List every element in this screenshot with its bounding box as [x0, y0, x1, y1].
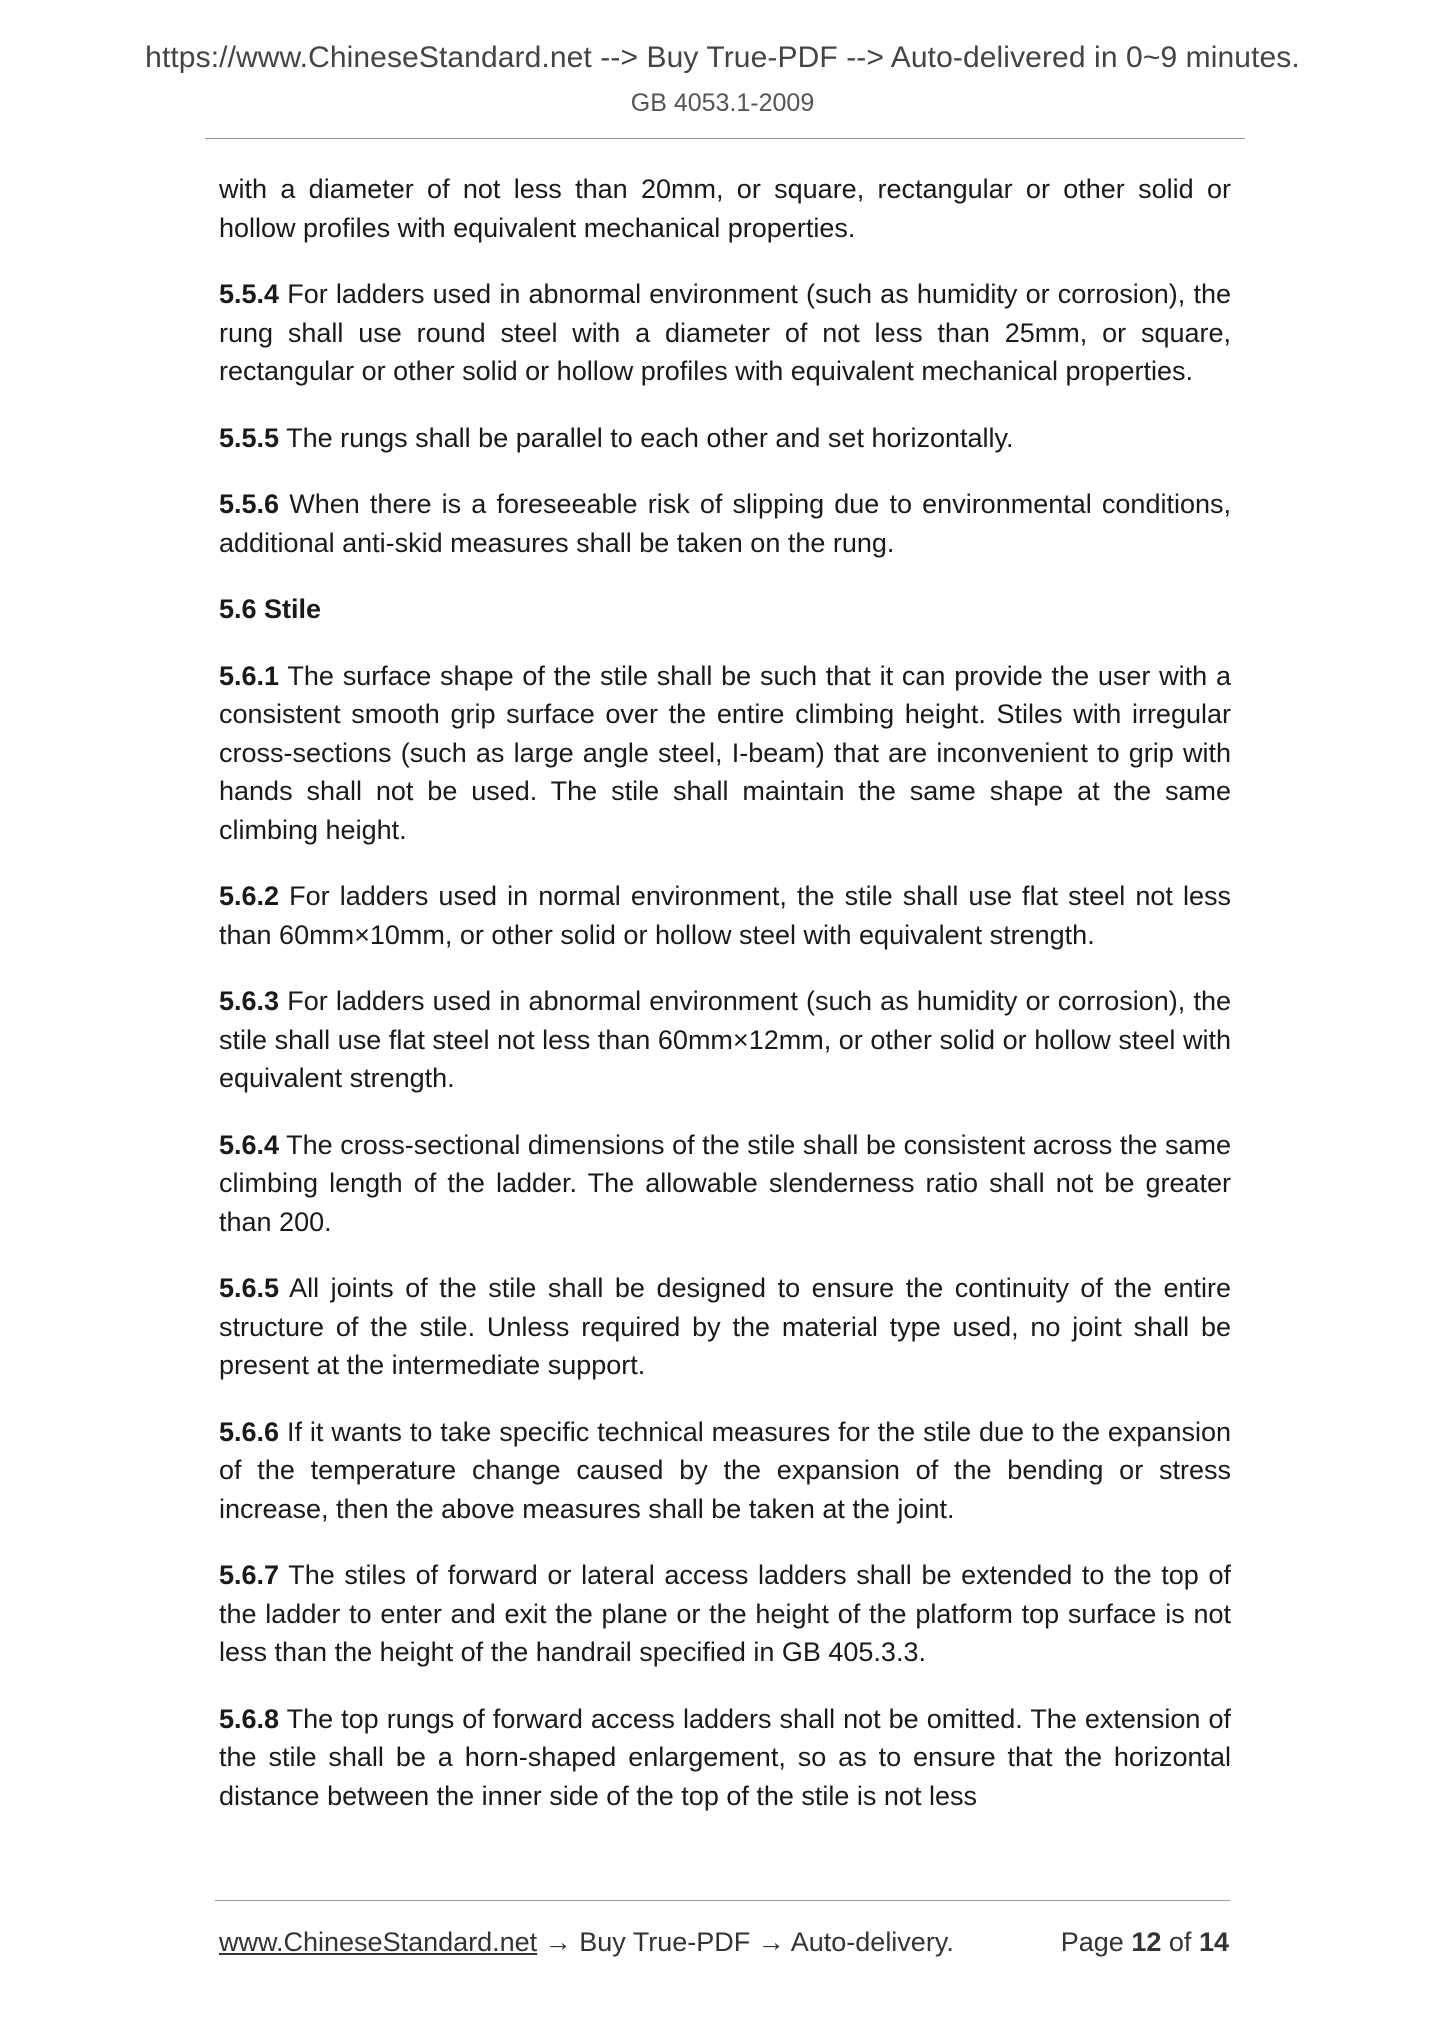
clause-number: 5.6.1: [219, 660, 280, 691]
header-url-text: https://www.ChineseStandard.net --> Buy True-PDF --> Auto-delivered in 0~9 minutes.: [145, 41, 1300, 74]
document-body: [219, 170, 1231, 1843]
clause-5-6-3: [219, 982, 1231, 1098]
clause-number: 5.6.7: [219, 1560, 280, 1590]
page-header: [0, 38, 1445, 120]
clause-5-6-2: [219, 877, 1231, 954]
clause-5-6-5: [219, 1269, 1231, 1385]
clause-text: All joints of the stile shall be designed to ensure the continuity of the entire structure of the stile. Unless required by the material type used, no joint shall be present at the intermediate support.: [219, 1273, 1232, 1380]
clause-5-5-6: [219, 485, 1231, 562]
clause-text: The rungs shall be parallel to each other and set horizontally.: [286, 422, 1014, 453]
clause-number: 5.5.5: [219, 422, 280, 453]
clause-text: For ladders used in abnormal environment (such as humidity or corrosion), the stile shall use flat steel not less than 60mm×12mm, or other solid or hollow steel with equivalent strength.: [219, 986, 1231, 1093]
footer-divider: [215, 1900, 1230, 1901]
current-page-number: 12: [1131, 1927, 1162, 1957]
clause-number: 5.5.4: [219, 279, 280, 309]
section-heading-5-6: 5.6 Stile: [219, 594, 322, 624]
clause-number: 5.6.4: [219, 1129, 280, 1160]
clause-5-5-5: [219, 419, 1231, 458]
clause-text: When there is a foreseeable risk of slipping due to environmental conditions, additional anti-skid measures shall be taken on the rung.: [219, 489, 1231, 558]
of-label: of: [1168, 1927, 1192, 1957]
clause-number: 5.6.6: [219, 1416, 280, 1447]
clause-5-6-6: [219, 1413, 1231, 1529]
clause-text: For ladders used in abnormal environment (such as humidity or corrosion), the rung shall use round steel with a diameter of not less than 25mm, or square, rectangular or other solid or hollow profiles with equivalent mechanical properties.: [219, 279, 1231, 386]
clause-number: 5.6.2: [219, 881, 280, 911]
clause-5-6-1: [219, 657, 1231, 850]
paragraph-text: with a diameter of not less than 20mm, or square, rectangular or other solid or hollow profiles with equivalent mechanical properties.: [219, 174, 1231, 243]
footer-promo-text: → Buy True-PDF → Auto-delivery.: [537, 1927, 954, 1957]
clause-number: 5.6.3: [219, 986, 280, 1016]
total-page-number: 14: [1198, 1927, 1229, 1957]
standard-code: GB 4053.1-2009: [630, 89, 815, 117]
clause-text: For ladders used in normal environment, the stile shall use flat steel not less than 60mm×10mm, or other solid or hollow steel with equivalent strength.: [219, 881, 1231, 950]
clause-number: 5.5.6: [219, 489, 280, 519]
clause-5-6-4: [219, 1126, 1231, 1242]
clause-text: The cross-sectional dimensions of the stile shall be consistent across the same climbing length of the ladder. The allowable slenderness ratio shall not be greater than 200.: [219, 1129, 1232, 1237]
page-label: Page: [1060, 1927, 1124, 1957]
page-indicator: [1061, 1922, 1229, 1962]
clause-5-6-7: [219, 1556, 1231, 1672]
footer-promo: [219, 1922, 954, 1962]
clause-text: The top rungs of forward access ladders shall not be omitted. The extension of the stile shall be a horn-shaped enlargement, so as to ensure that the horizontal distance between the inner side of the top of the stile is not less: [219, 1703, 1231, 1811]
clause-5-6-8: [219, 1700, 1231, 1816]
clause-text: If it wants to take specific technical measures for the stile due to the expansion of the temperature change caused by the expansion of the bending or stress increase, then the above measures shall be taken at the joint.: [219, 1416, 1231, 1524]
clause-number: 5.6.5: [219, 1273, 280, 1303]
clause-5-5-4: [219, 275, 1231, 391]
paragraph-continued: [219, 170, 1231, 247]
clause-text: The surface shape of the stile shall be such that it can provide the user with a consistent smooth grip surface over the entire climbing height. Stiles with irregular cross-sections (such as large angle steel, I-beam) that are inconvenient to grip with hands shall not be used. The stile shall maintain the same shape at the same climbing height.: [219, 660, 1232, 845]
clause-text: The stiles of forward or lateral access ladders shall be extended to the top of the ladder to enter and exit the plane or the height of the platform top surface is not less than the height of the handrail specified in GB 405.3.3.: [219, 1560, 1231, 1667]
footer-site-link[interactable]: www.ChineseStandard.net: [219, 1927, 538, 1957]
page-footer: [219, 1922, 1229, 1962]
clause-number: 5.6.8: [219, 1703, 280, 1734]
header-divider: [205, 138, 1245, 139]
